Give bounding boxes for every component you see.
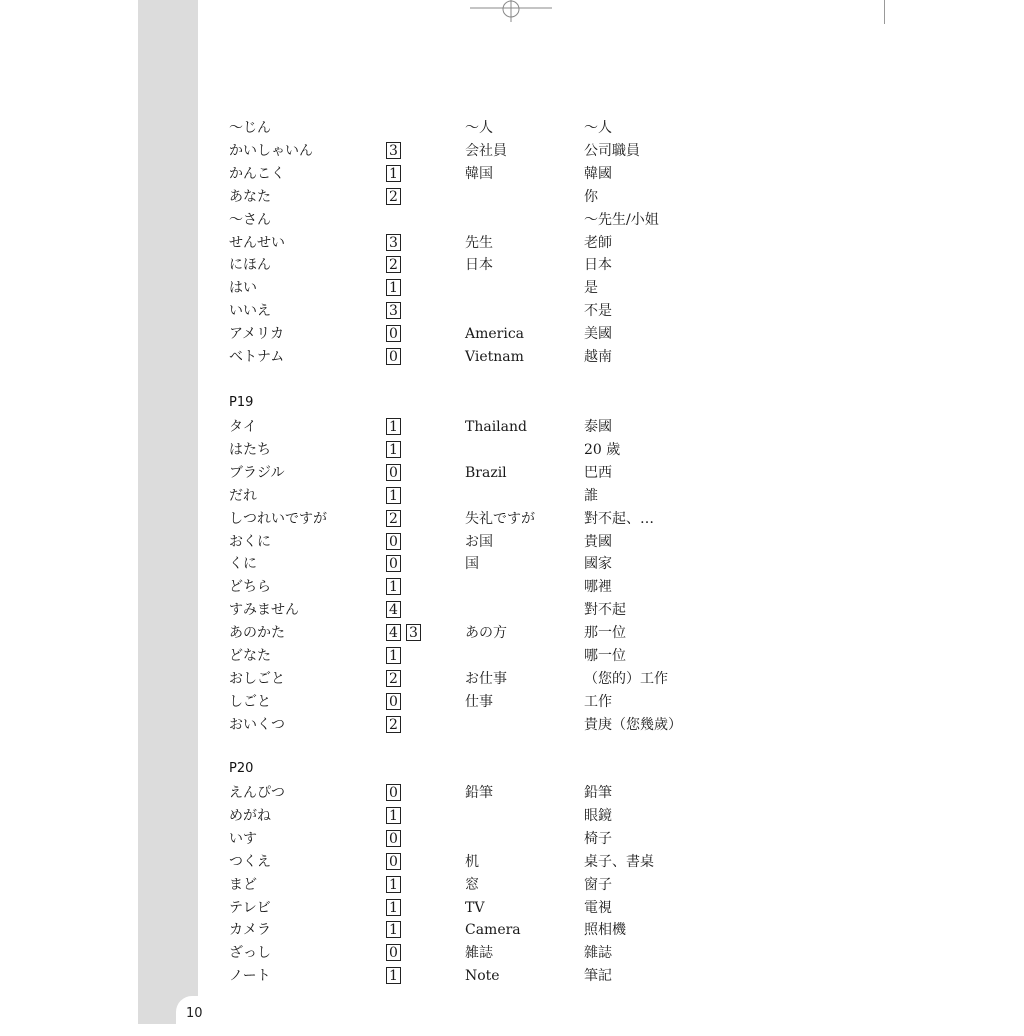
kana-reading: おしごと xyxy=(229,670,285,687)
pitch-accent-group xyxy=(386,876,401,893)
pitch-accent-box: 3 xyxy=(386,234,401,251)
chinese-meaning: 誰 xyxy=(584,487,598,504)
kanji-form: Camera xyxy=(465,922,521,939)
kana-reading: くに xyxy=(229,556,257,573)
vocab-row xyxy=(0,623,1024,645)
pitch-accent-group xyxy=(386,555,401,572)
kana-reading: はい xyxy=(229,280,257,297)
pitch-accent-group xyxy=(386,165,401,182)
chinese-meaning: 〜先生/小姐 xyxy=(584,211,659,228)
pitch-accent-group xyxy=(386,670,401,687)
chinese-meaning: 20 歲 xyxy=(584,441,621,458)
vocab-row xyxy=(0,210,1024,232)
vocab-row xyxy=(0,852,1024,874)
chinese-meaning: 椅子 xyxy=(584,830,612,847)
vocab-row xyxy=(0,141,1024,163)
vocab-row xyxy=(0,463,1024,485)
chinese-meaning: 越南 xyxy=(584,349,612,365)
vocab-row xyxy=(0,875,1024,897)
kana-reading: 〜さん xyxy=(229,211,271,228)
kanji-form: 会社員 xyxy=(465,142,507,159)
pitch-accent-group xyxy=(386,441,401,458)
kana-reading: えんぴつ xyxy=(229,785,285,801)
kana-reading: ノート xyxy=(229,968,271,985)
pitch-accent-box: 0 xyxy=(386,555,401,572)
pitch-accent-group xyxy=(386,188,401,205)
kana-reading: おいくつ xyxy=(229,716,285,733)
vocab-row xyxy=(0,324,1024,346)
pitch-accent-box: 1 xyxy=(386,967,401,984)
pitch-accent-group xyxy=(386,693,401,710)
vocab-row xyxy=(0,118,1024,140)
pitch-accent-box: 1 xyxy=(386,921,401,938)
kana-reading: ベトナム xyxy=(229,349,285,365)
kana-reading: はたち xyxy=(229,441,271,458)
kana-reading: まど xyxy=(229,876,257,893)
kanji-form: 失礼ですが xyxy=(465,510,535,527)
kana-reading: しごと xyxy=(229,693,271,710)
vocab-row xyxy=(0,715,1024,737)
vocab-row xyxy=(0,966,1024,988)
chinese-meaning: 對不起、… xyxy=(584,510,654,527)
vocab-row xyxy=(0,532,1024,554)
pitch-accent-box: 2 xyxy=(386,510,401,527)
section-title: P20 xyxy=(229,761,254,776)
pitch-accent-group xyxy=(386,325,401,342)
chinese-meaning: 你 xyxy=(584,188,598,205)
pitch-accent-group xyxy=(386,899,401,916)
trim-mark xyxy=(884,0,885,24)
vocab-row xyxy=(0,783,1024,805)
kana-reading: にほん xyxy=(229,257,271,274)
pitch-accent-group xyxy=(386,807,401,824)
pitch-accent-box: 1 xyxy=(386,418,401,435)
vocab-row xyxy=(0,187,1024,209)
kana-reading: ざっし xyxy=(229,945,271,962)
kanji-form: Note xyxy=(465,968,500,985)
vocab-row xyxy=(0,600,1024,622)
chinese-meaning: 貴庚（您幾歲） xyxy=(584,716,682,733)
kanji-form: America xyxy=(465,326,525,343)
chinese-meaning: 貴國 xyxy=(584,533,612,550)
vocab-row xyxy=(0,920,1024,942)
vocab-row xyxy=(0,692,1024,714)
pitch-accent-group xyxy=(386,348,401,365)
pitch-accent-box: 2 xyxy=(386,670,401,687)
kanji-form: 仕事 xyxy=(465,693,493,710)
kana-reading: だれ xyxy=(229,487,257,504)
kanji-form: 雑誌 xyxy=(465,945,493,962)
chinese-meaning: 老師 xyxy=(584,234,612,251)
pitch-accent-box: 1 xyxy=(386,487,401,504)
vocab-row xyxy=(0,669,1024,691)
pitch-accent-box: 0 xyxy=(386,830,401,847)
pitch-accent-box: 3 xyxy=(386,302,401,319)
pitch-accent-group xyxy=(386,647,401,664)
chinese-meaning: 〜人 xyxy=(584,120,612,136)
vocab-row xyxy=(0,554,1024,576)
kanji-form: お国 xyxy=(465,533,493,550)
pitch-accent-group xyxy=(386,784,401,801)
kana-reading: あなた xyxy=(229,188,271,205)
section-title: P19 xyxy=(229,395,254,410)
pitch-accent-box: 0 xyxy=(386,944,401,961)
kana-reading: しつれいですが xyxy=(229,510,327,527)
chinese-meaning: 電視 xyxy=(584,899,612,916)
pitch-accent-box: 0 xyxy=(386,853,401,870)
kana-reading: ブラジル xyxy=(229,464,285,481)
pitch-accent-group xyxy=(386,967,401,984)
chinese-meaning: 筆記 xyxy=(584,968,612,985)
vocab-row xyxy=(0,577,1024,599)
chinese-meaning: 工作 xyxy=(584,693,612,710)
kana-reading: つくえ xyxy=(229,853,271,870)
pitch-accent-box: 0 xyxy=(386,693,401,710)
registration-mark-icon xyxy=(470,0,552,24)
chinese-meaning: 巴西 xyxy=(584,464,612,481)
vocab-row xyxy=(0,347,1024,369)
vocab-row xyxy=(0,164,1024,186)
pitch-accent-box: 0 xyxy=(386,533,401,550)
kana-reading: かんこく xyxy=(229,165,285,182)
kana-reading: めがね xyxy=(229,807,271,824)
pitch-accent-box: 1 xyxy=(386,441,401,458)
vocab-row xyxy=(0,806,1024,828)
kana-reading: あのかた xyxy=(229,625,285,642)
kana-reading: すみません xyxy=(229,602,299,619)
chinese-meaning: 那一位 xyxy=(584,625,626,642)
chinese-meaning: 是 xyxy=(584,280,598,297)
pitch-accent-group xyxy=(386,716,401,733)
kanji-form: 窓 xyxy=(465,876,479,893)
kana-reading: カメラ xyxy=(229,922,271,939)
pitch-accent-box: 2 xyxy=(386,716,401,733)
chinese-meaning: （您的）工作 xyxy=(584,670,668,687)
pitch-accent-group xyxy=(386,921,401,938)
pitch-accent-group xyxy=(386,624,421,641)
chinese-meaning: 對不起 xyxy=(584,602,626,619)
kanji-form: 机 xyxy=(465,853,479,870)
pitch-accent-box: 3 xyxy=(386,142,401,159)
kana-reading: テレビ xyxy=(229,899,271,916)
kanji-form: 韓国 xyxy=(465,165,493,182)
chinese-meaning: 雜誌 xyxy=(584,945,612,962)
pitch-accent-box: 1 xyxy=(386,647,401,664)
kana-reading: いす xyxy=(229,830,257,847)
pitch-accent-box: 1 xyxy=(386,165,401,182)
pitch-accent-box: 2 xyxy=(386,256,401,273)
vocab-row xyxy=(0,486,1024,508)
kana-reading: いいえ xyxy=(229,303,271,320)
pitch-accent-box: 1 xyxy=(386,876,401,893)
chinese-meaning: 哪一位 xyxy=(584,648,626,664)
pitch-accent-group xyxy=(386,487,401,504)
page-number: 10 xyxy=(186,1006,203,1021)
kana-reading: 〜じん xyxy=(229,120,271,136)
chinese-meaning: 國家 xyxy=(584,556,612,573)
vocab-row xyxy=(0,255,1024,277)
kanji-form: 〜人 xyxy=(465,120,493,136)
pitch-accent-box: 1 xyxy=(386,899,401,916)
chinese-meaning: 不是 xyxy=(584,303,612,320)
chinese-meaning: 日本 xyxy=(584,257,612,274)
pitch-accent-group xyxy=(386,464,401,481)
pitch-accent-group xyxy=(386,853,401,870)
pitch-accent-box: 1 xyxy=(386,807,401,824)
chinese-meaning: 窗子 xyxy=(584,876,612,893)
pitch-accent-group xyxy=(386,256,401,273)
kana-reading: タイ xyxy=(229,419,257,435)
pitch-accent-box: 0 xyxy=(386,348,401,365)
pitch-accent-box: 1 xyxy=(386,279,401,296)
chinese-meaning: 韓國 xyxy=(584,165,612,182)
vocab-row xyxy=(0,943,1024,965)
chinese-meaning: 照相機 xyxy=(584,922,626,939)
vocab-row xyxy=(0,417,1024,439)
kanji-form: Thailand xyxy=(465,419,527,435)
pitch-accent-group xyxy=(386,830,401,847)
chinese-meaning: 眼鏡 xyxy=(584,807,612,824)
kanji-form: Brazil xyxy=(465,464,507,481)
kanji-form: 国 xyxy=(465,556,479,573)
pitch-accent-box: 0 xyxy=(386,784,401,801)
kanji-form: あの方 xyxy=(465,625,507,642)
pitch-accent-box: 0 xyxy=(386,325,401,342)
kanji-form: Vietnam xyxy=(465,349,524,365)
vocab-row xyxy=(0,509,1024,531)
pitch-accent-box: 0 xyxy=(386,464,401,481)
kana-reading: どちら xyxy=(229,579,271,596)
kana-reading: かいしゃいん xyxy=(229,142,313,159)
kana-reading: アメリカ xyxy=(229,326,285,343)
vocab-row xyxy=(0,301,1024,323)
vocab-row xyxy=(0,440,1024,462)
vocab-row xyxy=(0,233,1024,255)
pitch-accent-group xyxy=(386,578,401,595)
kanji-form: お仕事 xyxy=(465,670,507,687)
pitch-accent-group xyxy=(386,302,401,319)
pitch-accent-box: 4 xyxy=(386,601,401,618)
vocab-row xyxy=(0,646,1024,668)
chinese-meaning: 鉛筆 xyxy=(584,785,612,801)
kanji-form: 先生 xyxy=(465,234,493,251)
chinese-meaning: 哪裡 xyxy=(584,579,612,596)
pitch-accent-box: 4 xyxy=(386,624,401,641)
vocab-row xyxy=(0,829,1024,851)
pitch-accent-box: 2 xyxy=(386,188,401,205)
vocab-row xyxy=(0,898,1024,920)
vocab-row xyxy=(0,278,1024,300)
kana-reading: おくに xyxy=(229,533,271,550)
kanji-form: 日本 xyxy=(465,257,493,274)
pitch-accent-group xyxy=(386,944,401,961)
chinese-meaning: 泰國 xyxy=(584,419,612,435)
pitch-accent-box: 1 xyxy=(386,578,401,595)
pitch-accent-group xyxy=(386,601,401,618)
kanji-form: TV xyxy=(465,899,485,916)
pitch-accent-group xyxy=(386,418,401,435)
kana-reading: どなた xyxy=(229,648,271,664)
pitch-accent-group xyxy=(386,234,401,251)
pitch-accent-group xyxy=(386,533,401,550)
chinese-meaning: 美國 xyxy=(584,326,612,343)
kana-reading: せんせい xyxy=(229,234,285,251)
chinese-meaning: 桌子、書桌 xyxy=(584,853,654,870)
pitch-accent-box: 3 xyxy=(406,624,421,641)
pitch-accent-group xyxy=(386,279,401,296)
kanji-form: 鉛筆 xyxy=(465,785,493,801)
pitch-accent-group xyxy=(386,142,401,159)
chinese-meaning: 公司職員 xyxy=(584,142,640,159)
pitch-accent-group xyxy=(386,510,401,527)
